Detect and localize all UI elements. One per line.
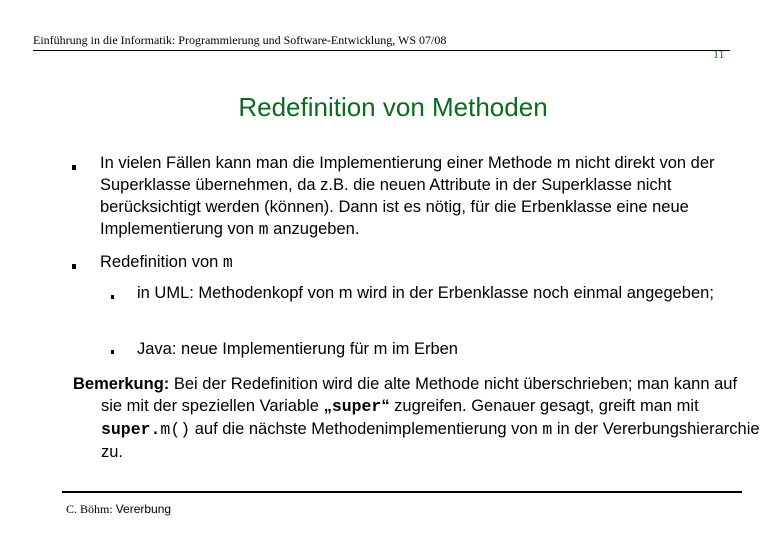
bullet-icon (72, 264, 76, 269)
code-m-call: m() (160, 420, 191, 439)
remark-paragraph (73, 373, 761, 463)
bullet-1-code: m (258, 220, 269, 239)
subbullet-text-2 (131, 338, 731, 360)
remark-text-3: auf die nächste Methodenimplementierung von (190, 420, 543, 438)
subbullet-icon (111, 350, 114, 354)
header-divider (33, 50, 730, 51)
remark-text-4: in der Vererbungshierarchie zu. (101, 420, 760, 461)
slide-header: Einführung in die Informatik: Programmierung und Software-Entwicklung, WS 07/08 (33, 33, 447, 47)
bullet-text-2 (100, 251, 740, 274)
bullet-text-1 (100, 152, 740, 241)
subbullet-1-text: in UML: Methodenkopf von m wird in der Erbenklasse noch einmal angegeben; (137, 284, 714, 302)
code-super-dot: super. (101, 420, 161, 439)
subbullet-text-1 (131, 282, 731, 304)
quote-open: „ (323, 397, 332, 415)
remark-label: Bemerkung: (73, 375, 170, 393)
remark-text-1: Bei der Redefinition wird die alte Methode nicht überschrieben; man kann auf sie mit der speziellen Variable (101, 375, 738, 415)
slide-footer (66, 502, 171, 517)
subbullet-icon (111, 295, 114, 299)
footer-author: C. Böhm: (66, 502, 116, 516)
code-super: super (331, 397, 382, 416)
bullet-1-text: In vielen Fällen kann man die Implementierung einer Methode m nicht direkt von der Superklasse übernehmen, da z.B. die neuen Attribute in der Superklasse nicht berücksichtigt werden (können). Dann ist es nötig, für die Erbenklasse eine neue Implementierung von (100, 154, 715, 238)
quote-close: “ (381, 397, 390, 415)
bullet-icon (72, 165, 76, 170)
bullet-1-text-end: anzugeben. (268, 220, 360, 238)
slide-title: Redefinition von Methoden (238, 92, 548, 122)
bullet-2-code: m (222, 253, 233, 272)
remark-text-2: zugreifen. Genauer gesagt, greift man mit (389, 397, 699, 415)
bullet-2-text: Redefinition von (100, 253, 223, 271)
code-m: m (542, 420, 553, 439)
page-number: 11 (713, 47, 725, 61)
footer-topic: Vererbung (115, 502, 172, 516)
footer-divider (62, 491, 742, 493)
subbullet-2-text: Java: neue Implementierung für m im Erben (137, 340, 458, 358)
